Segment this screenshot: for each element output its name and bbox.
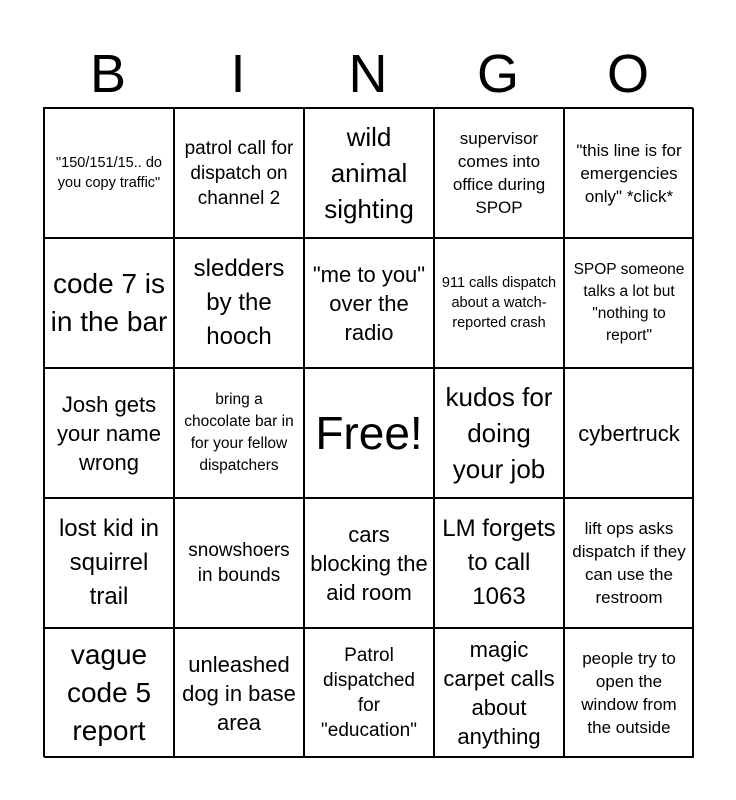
bingo-cell-r5c5[interactable] bbox=[564, 628, 694, 758]
free-space-text: Free! bbox=[315, 407, 423, 459]
bingo-cell-r1c1[interactable] bbox=[44, 108, 174, 238]
bingo-cell-r1c3[interactable] bbox=[304, 108, 434, 238]
cell-text: unleashed dog in base area bbox=[182, 651, 296, 735]
cell-text: "this line is for emergencies only" *click* bbox=[576, 140, 682, 206]
cell-text: Josh gets your name wrong bbox=[57, 391, 161, 475]
bingo-cell-r1c2[interactable] bbox=[174, 108, 304, 238]
cell-text: "150/151/15.. do you copy traffic" bbox=[56, 155, 162, 191]
bingo-cell-r5c4[interactable] bbox=[434, 628, 564, 758]
header-letter-g: G bbox=[476, 44, 519, 104]
bingo-cell-r2c1[interactable] bbox=[44, 238, 174, 368]
bingo-cell-r2c4[interactable] bbox=[434, 238, 564, 368]
bingo-cell-r5c3[interactable] bbox=[304, 628, 434, 758]
header-letter-b: B bbox=[89, 44, 127, 104]
cell-text: magic carpet calls about anything bbox=[443, 637, 555, 749]
bingo-cell-r5c1[interactable] bbox=[44, 628, 174, 758]
bingo-cell-r4c2[interactable] bbox=[174, 498, 304, 628]
cell-text: cars blocking the aid room bbox=[310, 521, 428, 605]
bingo-cell-r2c5[interactable] bbox=[564, 238, 694, 368]
header-letter-n: N bbox=[348, 44, 388, 104]
bingo-cell-r3c2[interactable] bbox=[174, 368, 304, 498]
bingo-cell-r2c3[interactable] bbox=[304, 238, 434, 368]
cell-text: Patrol dispatched for "education" bbox=[321, 645, 417, 741]
cell-text: cybertruck bbox=[578, 420, 680, 446]
bingo-cell-r1c4[interactable] bbox=[434, 108, 564, 238]
cell-text: sledders by the hooch bbox=[193, 255, 285, 350]
cell-text: kudos for doing your job bbox=[445, 382, 553, 484]
cell-text: lift ops asks dispatch if they can use the restroom bbox=[572, 519, 686, 607]
cell-text: vague code 5 report bbox=[66, 639, 152, 746]
cell-text: SPOP someone talks a lot but "nothing to report" bbox=[573, 261, 685, 344]
bingo-cell-r2c2[interactable] bbox=[174, 238, 304, 368]
header-letter-o: O bbox=[606, 44, 649, 104]
bingo-cell-free[interactable] bbox=[304, 368, 434, 498]
cell-text: bring a chocolate bar in for your fellow dispatchers bbox=[184, 391, 294, 474]
bingo-cell-r4c5[interactable] bbox=[564, 498, 694, 628]
bingo-cell-r5c2[interactable] bbox=[174, 628, 304, 758]
cell-text: LM forgets to call 1063 bbox=[442, 515, 556, 610]
bingo-cell-r3c4[interactable] bbox=[434, 368, 564, 498]
bingo-cell-r4c3[interactable] bbox=[304, 498, 434, 628]
bingo-cell-r3c1[interactable] bbox=[44, 368, 174, 498]
cell-text: 911 calls dispatch about a watch-reported crash bbox=[441, 275, 557, 331]
bingo-cell-r1c5[interactable] bbox=[564, 108, 694, 238]
bingo-board bbox=[43, 107, 693, 757]
cell-text: people try to open the window from the outside bbox=[581, 649, 677, 737]
header-letter-i: I bbox=[230, 44, 246, 104]
cell-text: snowshoers in bounds bbox=[188, 540, 290, 586]
cell-text: patrol call for dispatch on channel 2 bbox=[184, 137, 294, 209]
cell-text: "me to you" over the radio bbox=[312, 261, 426, 345]
cell-text: code 7 is in the bar bbox=[50, 268, 168, 337]
cell-text: wild animal sighting bbox=[324, 122, 414, 224]
bingo-header bbox=[43, 42, 693, 106]
bingo-cell-r4c1[interactable] bbox=[44, 498, 174, 628]
cell-text: supervisor comes into office during SPOP bbox=[452, 129, 546, 217]
bingo-cell-r3c5[interactable] bbox=[564, 368, 694, 498]
bingo-cell-r4c4[interactable] bbox=[434, 498, 564, 628]
cell-text: lost kid in squirrel trail bbox=[58, 515, 160, 610]
